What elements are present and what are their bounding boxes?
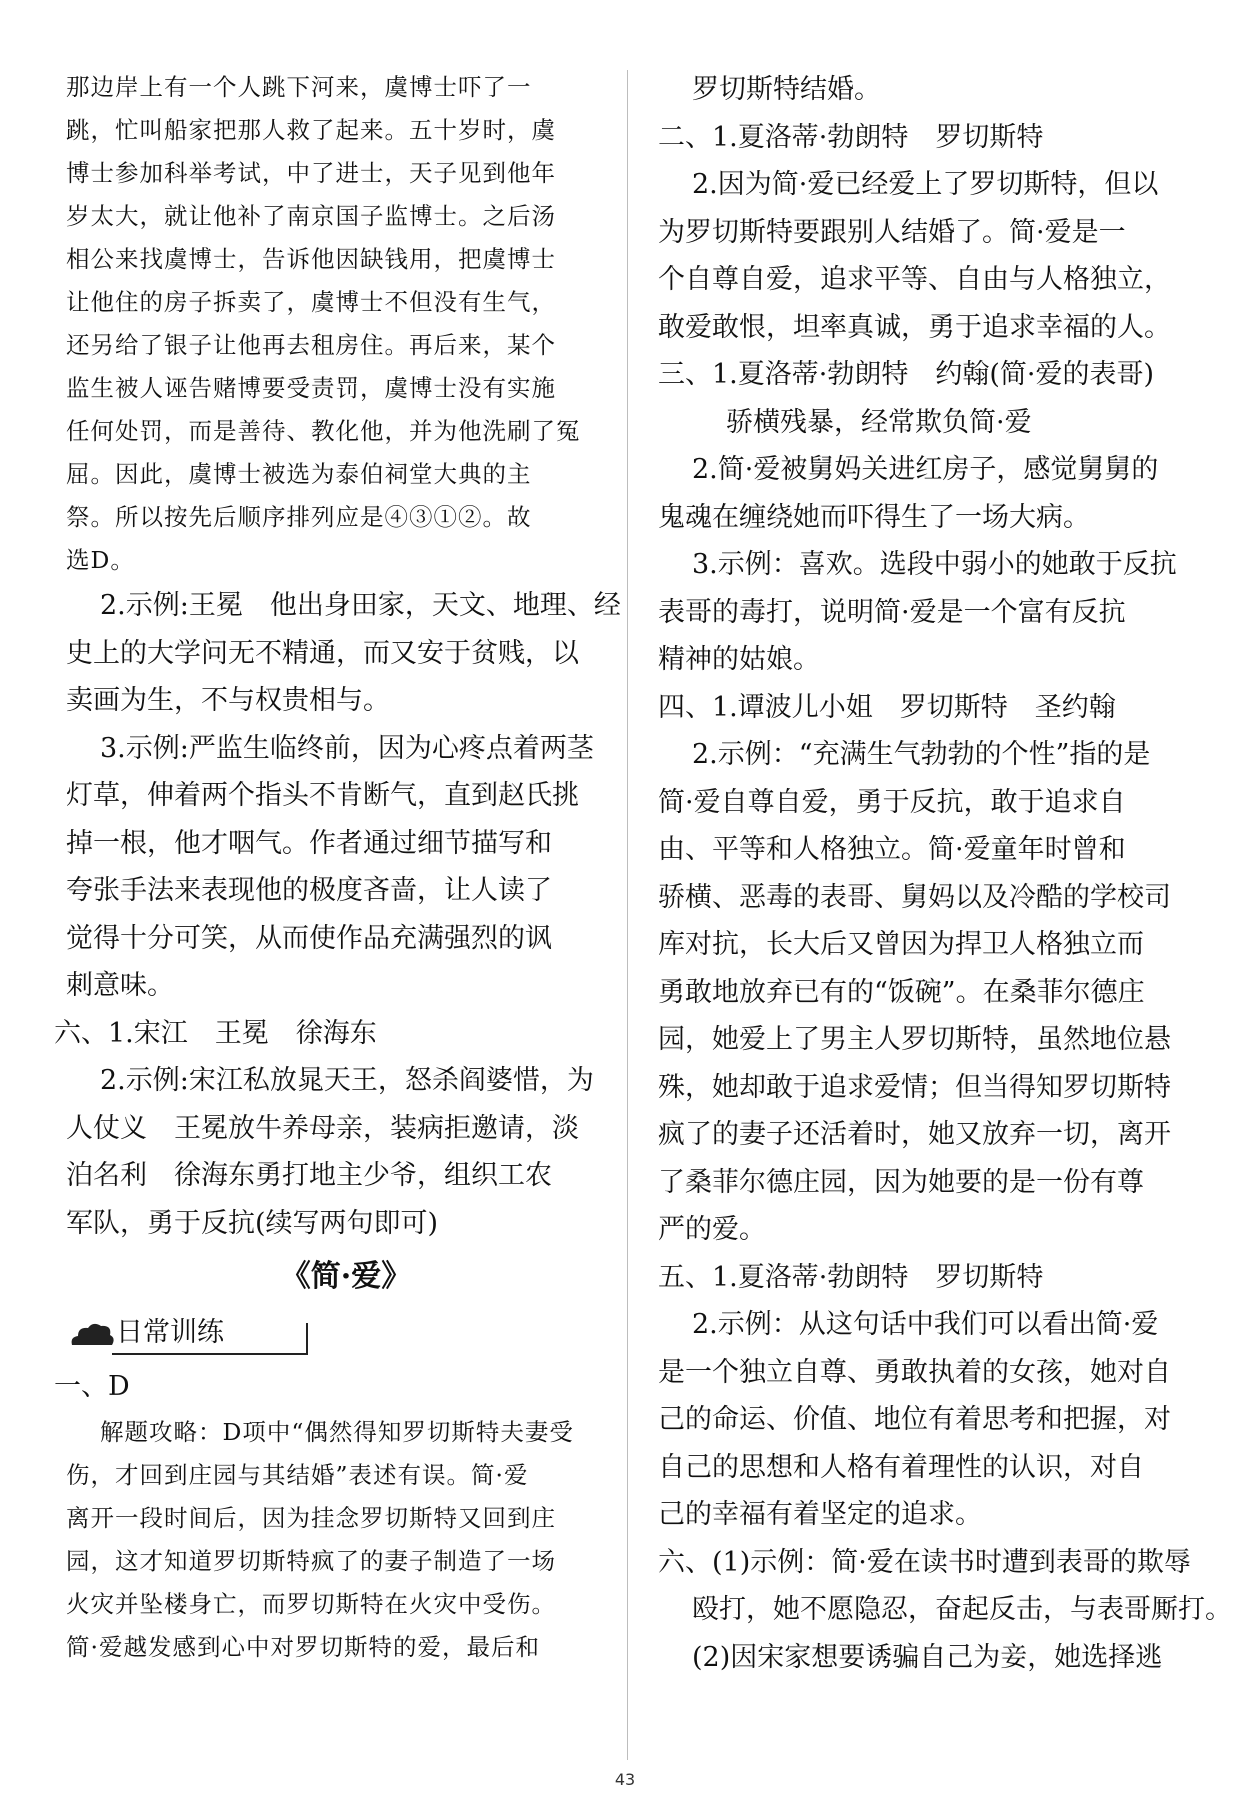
text-line: 2.因为简·爱已经爱上了罗切斯特，但以 — [692, 169, 1159, 200]
section-label: 日常训练 — [116, 1317, 224, 1348]
text-line: 园，这才知道罗切斯特疯了的妻子制造了一场 — [66, 1546, 556, 1575]
text-line: 殴打，她不愿隐忍，奋起反击，与表哥厮打。 — [692, 1594, 1232, 1625]
page-number: 43 — [614, 1770, 636, 1789]
section-underline — [112, 1353, 308, 1355]
answer-paragraph-continued — [66, 66, 626, 582]
text-line: 为罗切斯特要跟别人结婚了。简·爱是一 — [658, 216, 1126, 248]
text-line: 表哥的毒打，说明简·爱是一个富有反抗 — [658, 596, 1126, 628]
text-line: 三、1.夏洛蒂·勃朗特 约翰(简·爱的表哥) — [658, 359, 1154, 390]
text-line: 2.示例：“充满生气勃勃的个性”指的是 — [692, 739, 1151, 770]
text-line: 了桑菲尔德庄园，因为她要的是一份有尊 — [658, 1166, 1144, 1198]
text-line: 是一个独立自尊、勇敢执着的女孩，她对自 — [658, 1356, 1171, 1388]
text-line: 严的爱。 — [658, 1214, 766, 1245]
text-line: 那边岸上有一个人跳下河来，虞博士吓了一 — [66, 73, 532, 101]
text-line: 离开一段时间后，因为挂念罗切斯特又回到庄 — [66, 1503, 556, 1532]
book-title: 《简·爱》 — [280, 1259, 412, 1294]
text-line: 卖画为生，不与权贵相与。 — [66, 685, 390, 716]
text-line: 六、(1)示例：简·爱在读书时遭到表哥的欺辱 — [658, 1546, 1191, 1578]
text-line: 精神的姑娘。 — [658, 644, 820, 675]
section-header — [66, 1307, 626, 1363]
text-line: 火灾并坠楼身亡，而罗切斯特在火灾中受伤。 — [66, 1589, 556, 1618]
text-line: 骄横、恶毒的表哥、舅妈以及冷酷的学校司 — [658, 881, 1171, 913]
text-line: 2.示例：从这句话中我们可以看出简·爱 — [692, 1309, 1159, 1340]
text-line: 己的命运、价值、地位有着思考和把握，对 — [658, 1404, 1171, 1435]
left-column — [54, 66, 626, 1669]
answer-one: 一、D — [54, 1371, 130, 1402]
text-line: 监生被人诬告赌博要受责罚，虞博士没有实施 — [66, 374, 556, 402]
cloud-icon — [68, 1319, 116, 1351]
text-line: 屈。因此，虞博士被选为泰伯祠堂大典的主 — [66, 460, 532, 488]
column-divider — [627, 70, 628, 1760]
text-line: 任何处罚，而是善待、教化他，并为他洗刷了冤 — [66, 417, 581, 445]
text-line: 相公来找虞博士，告诉他因缺钱用，把虞博士 — [66, 245, 556, 273]
text-line: 祭。所以按先后顺序排列应是④③①②。故 — [66, 503, 532, 531]
answer-q3 — [66, 725, 626, 1010]
text-line: 简·爱自尊自爱，勇于反抗，敢于追求自 — [658, 786, 1126, 818]
text-line: 2.示例:王冕 他出身田家，天文、地理、经 — [100, 590, 621, 621]
text-line: 博士参加科举考试，中了进士，天子见到他年 — [66, 159, 556, 187]
text-line: 伤，才回到庄园与其结婚”表述有误。简·爱 — [66, 1460, 529, 1489]
text-line: 掉一根，他才咽气。作者通过细节描写和 — [66, 827, 552, 859]
text-line: 敢爱敢恨，坦率真诚，勇于追求幸福的人。 — [658, 311, 1171, 343]
text-line: 还另给了银子让他再去租房住。再后来，某个 — [66, 331, 556, 359]
text-line: 夸张手法来表现他的极度吝啬，让人读了 — [66, 875, 552, 906]
answer-three — [658, 351, 1218, 684]
answer-six-right — [658, 1539, 1232, 1682]
text-line: 刺意味。 — [66, 970, 174, 1001]
text-line: 简·爱越发感到心中对罗切斯特的爱，最后和 — [66, 1632, 540, 1661]
text-line: 史上的大学问无不精通，而又安于贫贱，以 — [66, 637, 579, 669]
text-line: 岁太大，就让他补了南京国子监博士。之后汤 — [66, 202, 556, 230]
text-line: 人仗义 王冕放牛养母亲，装病拒邀请，淡 — [66, 1112, 579, 1144]
text-line: 灯草，伸着两个指头不肯断气，直到赵氏挑 — [66, 780, 579, 811]
answer-six — [54, 1010, 626, 1248]
answer-four — [658, 684, 1218, 1254]
text-line: 2.简·爱被舅妈关进红房子，感觉舅舅的 — [692, 454, 1159, 485]
text-line: 3.示例:严监生临终前，因为心疼点着两茎 — [100, 732, 594, 764]
answer-five — [658, 1254, 1218, 1539]
right-column — [658, 66, 1232, 1681]
text-line: (2)因宋家想要诱骗自己为妾，她选择逃 — [692, 1641, 1163, 1673]
section-end-bar — [306, 1323, 308, 1355]
text-line: 骄横残暴，经常欺负简·爱 — [726, 406, 1032, 438]
text-line: 自己的思想和人格有着理性的认识，对自 — [658, 1451, 1144, 1483]
text-line: 选D。 — [66, 546, 135, 574]
text-line: 六、1.宋江 王冕 徐海东 — [54, 1017, 377, 1049]
text-line: 解题攻略：D项中“偶然得知罗切斯特夫妻受 — [100, 1417, 574, 1446]
text-line: 跳，忙叫船家把那人救了起来。五十岁时，虞 — [66, 116, 556, 144]
text-line: 个自尊自爱，追求平等、自由与人格独立， — [658, 264, 1171, 295]
text-line: 泊名利 徐海东勇打地主少爷，组织工农 — [66, 1160, 552, 1191]
text-line: 库对抗，长大后又曾因为捍卫人格独立而 — [658, 929, 1144, 960]
answer-q2 — [66, 582, 626, 725]
text-line: 五、1.夏洛蒂·勃朗特 罗切斯特 — [658, 1261, 1044, 1293]
text-line: 园，她爱上了男主人罗切斯特，虽然地位悬 — [658, 1024, 1171, 1055]
text-line: 军队，勇于反抗(续写两句即可) — [66, 1207, 439, 1239]
text-line: 让他住的房子拆卖了，虞博士不但没有生气， — [66, 288, 556, 316]
text-line: 殊，她却敢于追求爱情；但当得知罗切斯特 — [658, 1071, 1171, 1103]
text-line: 二、1.夏洛蒂·勃朗特 罗切斯特 — [658, 121, 1044, 153]
analysis-block — [66, 1411, 626, 1669]
text-line: 觉得十分可笑，从而使作品充满强烈的讽 — [66, 922, 552, 954]
text-line: 勇敢地放弃已有的“饭碗”。在桑菲尔德庄 — [658, 976, 1145, 1008]
text-line: 鬼魂在缠绕她而吓得生了一场大病。 — [658, 501, 1090, 533]
text-line: 3.示例：喜欢。选段中弱小的她敢于反抗 — [692, 549, 1177, 580]
text-line: 罗切斯特结婚。 — [692, 74, 881, 105]
text-line: 由、平等和人格独立。简·爱童年时曾和 — [658, 834, 1126, 865]
text-line: 2.示例:宋江私放晁天王，怒杀阎婆惜，为 — [100, 1065, 594, 1096]
answer-two — [658, 114, 1218, 352]
text-line: 己的幸福有着坚定的追求。 — [658, 1499, 982, 1530]
text-line: 疯了的妻子还活着时，她又放弃一切，离开 — [658, 1119, 1171, 1150]
text-line: 四、1.谭波儿小姐 罗切斯特 圣约翰 — [658, 691, 1116, 723]
